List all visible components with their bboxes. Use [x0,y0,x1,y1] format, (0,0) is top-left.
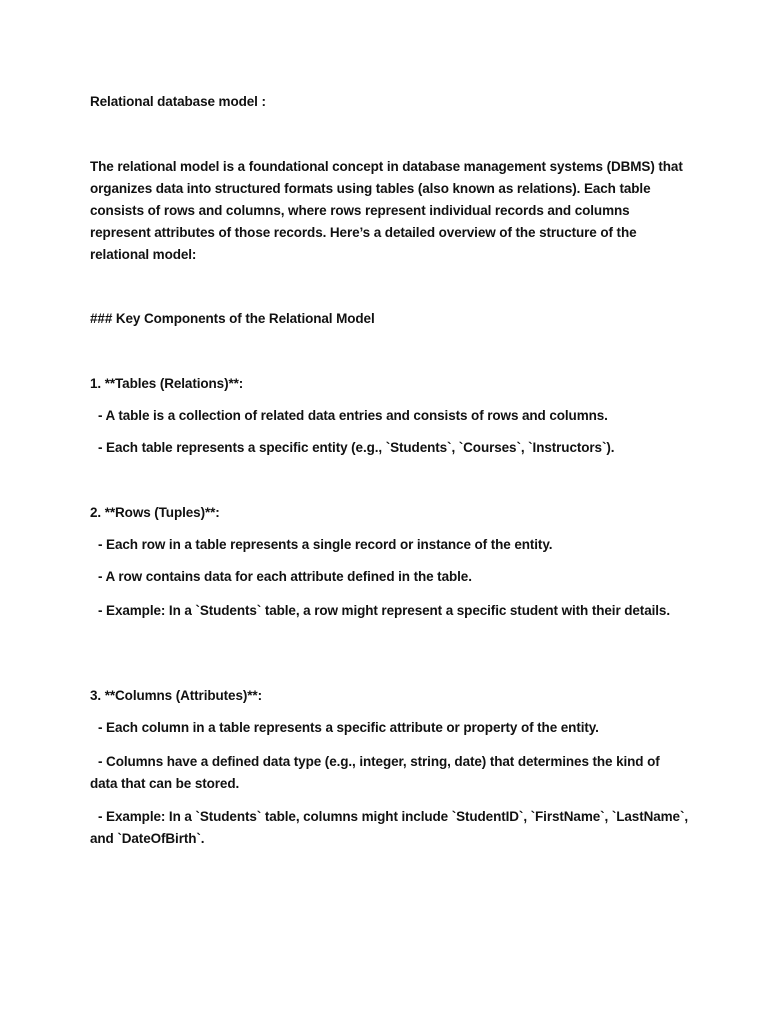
item-bullet: - Each table represents a specific entity (e.g., `Students`, `Courses`, `Instructors`). [98,440,615,455]
item-bullet: - Each column in a table represents a specific attribute or property of the entity. [98,720,599,735]
document-heading: Relational database model : [90,94,266,109]
item-title: 3. **Columns (Attributes)**: [90,688,262,703]
item-bullet: - A row contains data for each attribute defined in the table. [98,569,472,584]
item-bullet: - Example: In a `Students` table, columns might include `StudentID`, `FirstName`, `LastName`, and `DateOfBirth`. [90,809,689,846]
item-title: 1. **Tables (Relations)**: [90,376,244,391]
item-bullet: - Columns have a defined data type (e.g., integer, string, date) that determines the kind of data that can be stored. [90,754,660,791]
item-title: 2. **Rows (Tuples)**: [90,505,220,520]
section-heading: ### Key Components of the Relational Model [90,311,375,326]
intro-paragraph: The relational model is a foundational concept in database management systems (DBMS) that organizes data into structured formats using tables (also known as relations). Each table consists of rows and columns, where rows represent individual records and columns represent attributes of those records. Here’s a detailed overview of the structure of the relational model: [90,159,683,262]
item-bullet: - A table is a collection of related data entries and consists of rows and columns. [98,408,608,423]
item-bullet: - Example: In a `Students` table, a row might represent a specific student with their details. [98,603,670,618]
item-bullet: - Each row in a table represents a single record or instance of the entity. [98,537,553,552]
